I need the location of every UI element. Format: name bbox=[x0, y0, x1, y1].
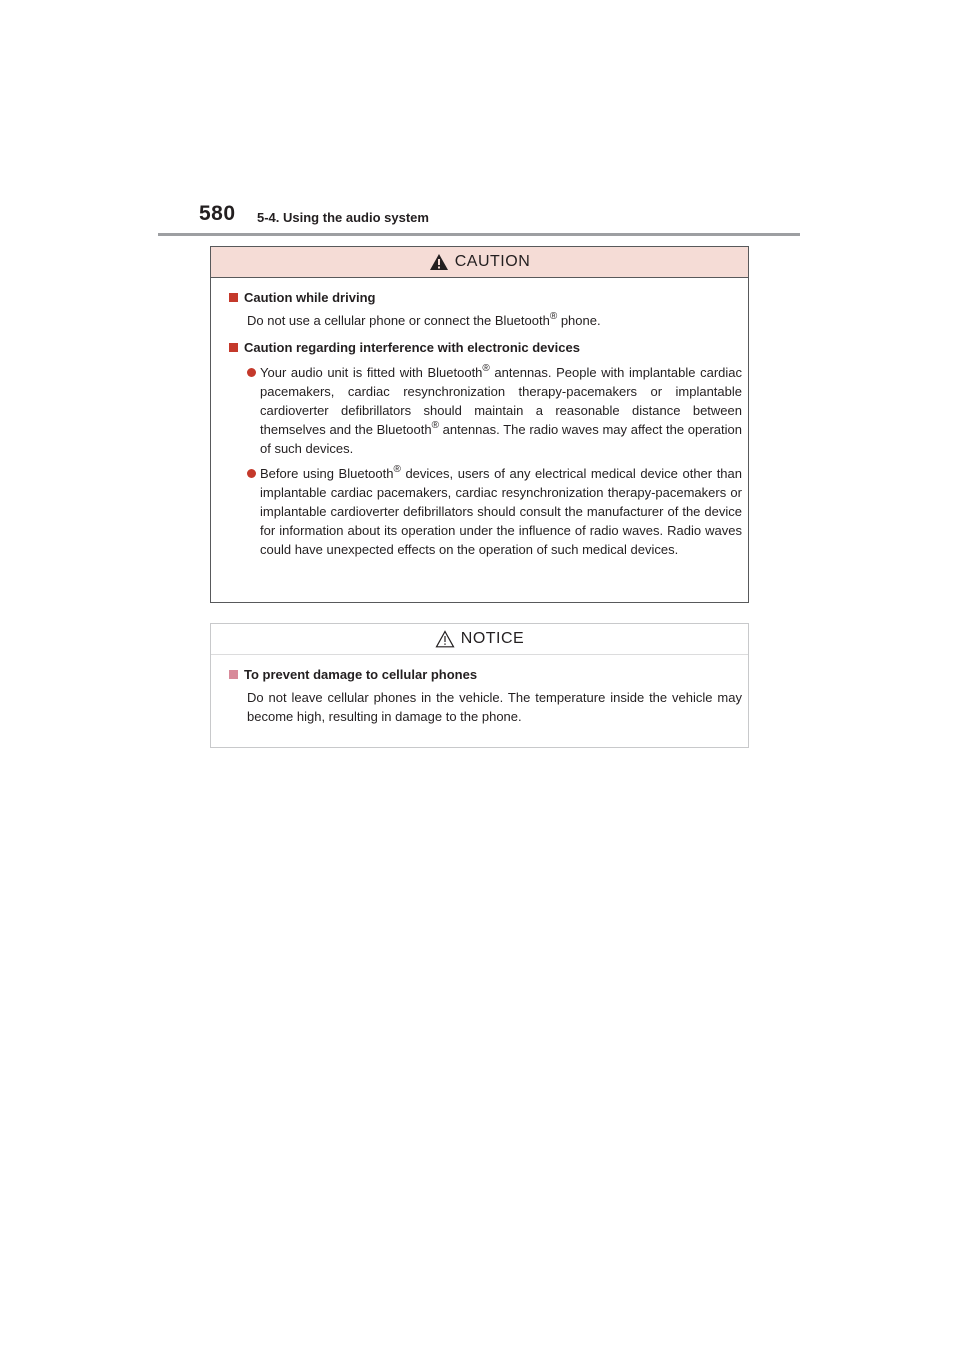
caution-bullet-antennas: Your audio unit is fitted with Bluetooth® antennas. People with implantable cardiac pacemakers, cardiac resynchronization therapy-pacemakers or implantable cardioverter defibrillators should maintain a reasonable distance between themselves and the Bluetooth® antennas. The radio waves may affect the operation of such devices. bbox=[247, 363, 742, 458]
caution-box bbox=[210, 246, 749, 603]
round-bullet-icon bbox=[247, 469, 256, 478]
caution-heading-interference: Caution regarding interference with electronic devices bbox=[229, 338, 742, 357]
caution-header bbox=[211, 247, 748, 278]
caution-bullet-medical-devices: Before using Bluetooth® devices, users of any electrical medical device other than implantable cardiac pacemakers, cardiac resynchronization therapy-pacemakers or implantable cardioverter defibrillators should consult the manufacturer of the device for information about its operation under the influence of radio waves. Radio waves could have unexpected effects on the operation of such medical devices. bbox=[247, 464, 742, 559]
header-rule bbox=[158, 233, 800, 236]
square-bullet-icon bbox=[229, 670, 238, 679]
notice-title: NOTICE bbox=[460, 630, 525, 647]
warning-triangle-icon bbox=[429, 253, 449, 271]
notice-header bbox=[211, 624, 748, 655]
caution-title: CAUTION bbox=[454, 253, 531, 270]
notice-text: Do not leave cellular phones in the vehicle. The temperature inside the vehicle may become high, resulting in damage to the phone. bbox=[247, 690, 742, 724]
caution-heading-driving: Caution while driving bbox=[229, 288, 742, 307]
notice-heading: To prevent damage to cellular phones bbox=[229, 665, 742, 684]
page-number: 580 bbox=[199, 202, 236, 225]
caution-body bbox=[211, 278, 748, 559]
caution-driving-text: Do not use a cellular phone or connect the Bluetooth® phone. bbox=[247, 311, 601, 328]
round-bullet-icon bbox=[247, 368, 256, 377]
square-bullet-icon bbox=[229, 343, 238, 352]
section-title: 5-4. Using the audio system bbox=[257, 210, 429, 225]
notice-box bbox=[210, 623, 749, 748]
square-bullet-icon bbox=[229, 293, 238, 302]
warning-triangle-outline-icon bbox=[435, 630, 455, 648]
notice-body bbox=[211, 655, 748, 726]
